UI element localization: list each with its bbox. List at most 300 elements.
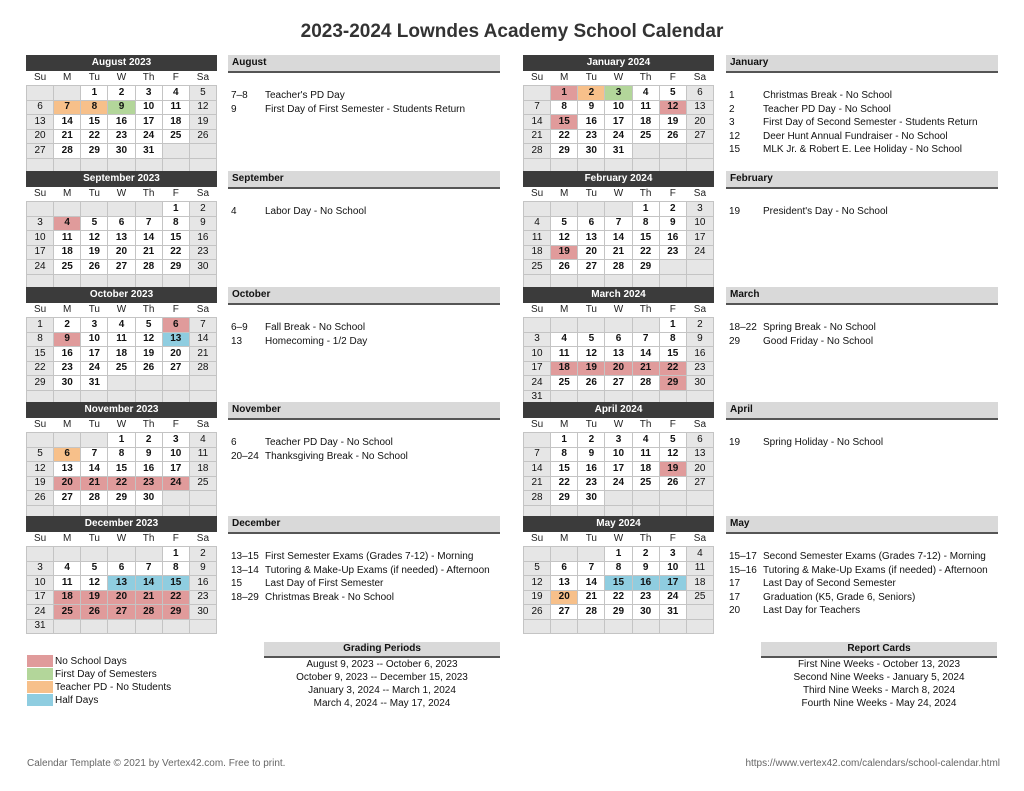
empty-cell (108, 619, 135, 634)
day-cell: 18 (632, 115, 659, 130)
month-calendar (26, 55, 217, 173)
event-item (726, 591, 998, 605)
day-cell: 24 (162, 476, 189, 491)
empty-cell (135, 619, 162, 634)
day-cell: 27 (578, 260, 605, 275)
empty-cell (162, 376, 189, 391)
empty-cell (524, 86, 551, 101)
day-cell: 21 (524, 129, 551, 144)
day-cell: 20 (54, 476, 81, 491)
month-notes (228, 516, 500, 604)
day-cell: 1 (27, 318, 54, 333)
day-cell: 12 (81, 576, 108, 591)
month-notes (726, 516, 998, 618)
day-cell: 26 (135, 361, 162, 376)
day-cell: 3 (27, 561, 54, 576)
day-cell: 24 (605, 129, 632, 144)
event-item (228, 564, 500, 578)
month-header: September 2023 (26, 171, 217, 187)
month-calendar (523, 171, 714, 289)
empty-cell (578, 318, 605, 333)
day-cell: 26 (659, 476, 686, 491)
report-cards-title: Report Cards (761, 642, 997, 658)
day-cell: 16 (578, 115, 605, 130)
weekday-label: M (560, 419, 569, 430)
weekday-label: Th (142, 188, 155, 199)
day-cell: 4 (551, 332, 578, 347)
day-cell: 10 (27, 231, 54, 246)
day-cell: 30 (108, 144, 135, 159)
event-date: 7–8 (231, 90, 248, 101)
day-cell: 29 (551, 491, 578, 506)
day-cell: 25 (108, 361, 135, 376)
day-cell: 17 (27, 245, 54, 260)
day-cell: 5 (135, 318, 162, 333)
event-date: 19 (729, 206, 741, 217)
event-text: Last Day for Teachers (763, 605, 861, 616)
day-cell: 7 (135, 561, 162, 576)
day-cell: 12 (135, 332, 162, 347)
weekday-label: Sa (693, 533, 707, 544)
empty-cell (27, 86, 54, 101)
weekday-label: Sa (693, 304, 707, 315)
day-cell: 15 (108, 462, 135, 477)
day-cell: 7 (578, 561, 605, 576)
day-cell: 9 (578, 100, 605, 115)
legend-item-first-day: First Day of Semesters (27, 668, 171, 681)
day-cell: 12 (659, 447, 686, 462)
day-cell: 5 (524, 561, 551, 576)
weekday-label: Su (33, 188, 47, 199)
weekday-label: W (116, 188, 127, 199)
month-calendar (26, 287, 217, 405)
day-cell: 1 (162, 547, 189, 562)
day-cell: 17 (81, 347, 108, 362)
day-cell: 10 (605, 447, 632, 462)
event-date: 18–29 (231, 591, 259, 603)
day-cell: 10 (162, 447, 189, 462)
empty-cell (524, 202, 551, 217)
day-cell: 30 (189, 605, 216, 620)
day-cell: 20 (27, 129, 54, 144)
empty-cell (189, 144, 216, 159)
weekday-label: Su (33, 304, 47, 315)
day-cell: 22 (605, 590, 632, 605)
notes-header: February (726, 171, 998, 189)
day-cell: 1 (81, 86, 108, 101)
month-calendar (523, 287, 714, 405)
month-calendar (523, 55, 714, 173)
day-cell: 20 (108, 245, 135, 260)
day-cell: 21 (578, 590, 605, 605)
weekday-label: F (669, 188, 676, 199)
weekday-label: Tu (88, 419, 100, 430)
day-cell: 16 (54, 347, 81, 362)
day-cell: 28 (189, 361, 216, 376)
day-cell: 11 (54, 231, 81, 246)
event-text: Second Semester Exams (Grades 7-12) - Morning (763, 551, 986, 562)
notes-header: October (228, 287, 500, 305)
day-cell: 8 (162, 561, 189, 576)
day-cell: 16 (189, 576, 216, 591)
event-text: Last Day of Second Semester (763, 578, 896, 589)
day-cell: 21 (189, 347, 216, 362)
empty-cell (686, 605, 713, 620)
day-cell: 28 (578, 605, 605, 620)
month-calendar (26, 516, 217, 634)
day-cell: 25 (54, 260, 81, 275)
day-cell: 29 (551, 144, 578, 159)
weekday-label: Th (142, 72, 155, 83)
empty-cell (551, 619, 578, 634)
day-cell: 29 (27, 376, 54, 391)
day-cell: 23 (189, 245, 216, 260)
day-cell: 9 (108, 100, 135, 115)
month-header: April 2024 (523, 402, 714, 418)
day-cell: 21 (632, 361, 659, 376)
day-cell: 10 (686, 216, 713, 231)
empty-cell (524, 619, 551, 634)
day-cell: 3 (605, 86, 632, 101)
day-cell: 8 (27, 332, 54, 347)
weekday-label: W (116, 72, 127, 83)
day-cell: 15 (551, 462, 578, 477)
day-cell: 4 (108, 318, 135, 333)
empty-cell (686, 260, 713, 275)
day-cell: 19 (27, 476, 54, 491)
event-text: Tutoring & Make-Up Exams (if needed) - Afternoon (265, 564, 490, 576)
day-cell: 24 (659, 590, 686, 605)
month-notes (228, 287, 500, 348)
event-date: 1 (729, 90, 735, 101)
day-cell: 26 (551, 260, 578, 275)
day-cell: 11 (551, 347, 578, 362)
weekday-label: Tu (88, 72, 100, 83)
event-item (726, 436, 998, 450)
weekday-label: M (560, 72, 569, 83)
empty-cell (605, 491, 632, 506)
month-notes (228, 171, 500, 219)
weekday-label: W (613, 533, 624, 544)
weekday-label: Tu (585, 72, 597, 83)
event-item (228, 450, 500, 464)
weekday-label: W (116, 419, 127, 430)
day-cell: 17 (659, 576, 686, 591)
day-cell: 20 (686, 462, 713, 477)
report-cards (761, 642, 997, 710)
event-text: Labor Day - No School (265, 206, 367, 217)
event-date: 15–16 (729, 564, 757, 576)
day-cell: 21 (524, 476, 551, 491)
weekday-label: Sa (693, 72, 707, 83)
day-cell: 23 (54, 361, 81, 376)
empty-cell (189, 619, 216, 634)
day-cell: 14 (524, 462, 551, 477)
day-cell: 9 (632, 561, 659, 576)
event-date: 4 (231, 206, 237, 217)
day-cell: 4 (162, 86, 189, 101)
empty-cell (578, 202, 605, 217)
day-cell: 5 (659, 86, 686, 101)
empty-cell (524, 318, 551, 333)
day-cell: 26 (81, 605, 108, 620)
grading-period: August 9, 2023 -- October 6, 2023 (306, 659, 458, 670)
day-cell: 24 (605, 476, 632, 491)
day-cell: 26 (81, 260, 108, 275)
day-cell: 25 (54, 605, 81, 620)
day-cell: 23 (686, 361, 713, 376)
day-cell: 10 (605, 100, 632, 115)
day-cell: 14 (524, 115, 551, 130)
day-cell: 19 (578, 361, 605, 376)
teacher-pd-swatch (27, 681, 53, 693)
event-text: Last Day of First Semester (265, 578, 384, 589)
notes-header: January (726, 55, 998, 73)
empty-cell (108, 547, 135, 562)
weekday-label: Su (530, 304, 544, 315)
empty-cell (551, 318, 578, 333)
day-cell: 20 (578, 245, 605, 260)
day-cell: 24 (27, 260, 54, 275)
event-item (726, 321, 998, 335)
day-cell: 26 (659, 129, 686, 144)
day-cell: 23 (578, 129, 605, 144)
day-cell: 1 (605, 547, 632, 562)
day-cell: 13 (551, 576, 578, 591)
weekday-label: Th (142, 304, 155, 315)
weekday-label: F (172, 72, 179, 83)
empty-cell (605, 202, 632, 217)
event-text: Fall Break - No School (265, 322, 366, 333)
notes-header: September (228, 171, 500, 189)
day-cell: 6 (551, 561, 578, 576)
day-cell: 6 (27, 100, 54, 115)
day-cell: 26 (189, 129, 216, 144)
event-date: 13–14 (231, 564, 259, 576)
weekday-label: M (560, 304, 569, 315)
event-date: 3 (729, 117, 735, 128)
day-cell: 27 (686, 476, 713, 491)
footer-url[interactable]: https://www.vertex42.com/calendars/school-calendar.html (745, 758, 1000, 769)
notes-header: November (228, 402, 500, 420)
day-cell: 25 (632, 476, 659, 491)
day-cell: 6 (578, 216, 605, 231)
empty-cell (189, 491, 216, 506)
month-header: May 2024 (523, 516, 714, 532)
weekday-label: Tu (585, 304, 597, 315)
day-cell: 13 (686, 447, 713, 462)
event-item (228, 550, 500, 564)
event-item (726, 577, 998, 591)
day-cell: 22 (108, 476, 135, 491)
day-cell: 20 (162, 347, 189, 362)
day-cell: 13 (686, 100, 713, 115)
notes-header: April (726, 402, 998, 420)
event-date: 20 (729, 605, 741, 616)
event-item (228, 205, 500, 219)
day-cell: 12 (524, 576, 551, 591)
weekday-label: Su (530, 419, 544, 430)
weekday-label: Th (639, 72, 652, 83)
event-item (228, 103, 500, 117)
day-cell: 7 (54, 100, 81, 115)
day-cell: 3 (686, 202, 713, 217)
day-cell: 18 (54, 245, 81, 260)
day-cell: 27 (54, 491, 81, 506)
day-cell: 12 (27, 462, 54, 477)
legend (27, 655, 171, 707)
event-date: 15–17 (729, 551, 757, 562)
day-cell: 14 (81, 462, 108, 477)
event-item (726, 89, 998, 103)
day-cell: 14 (632, 347, 659, 362)
empty-cell (524, 547, 551, 562)
day-cell: 3 (162, 433, 189, 448)
empty-cell (162, 144, 189, 159)
report-card-date: Second Nine Weeks - January 5, 2024 (793, 672, 965, 683)
day-cell: 23 (108, 129, 135, 144)
day-cell: 25 (524, 260, 551, 275)
day-cell: 15 (605, 576, 632, 591)
day-cell: 17 (135, 115, 162, 130)
grading-period: January 3, 2024 -- March 1, 2024 (308, 685, 456, 696)
event-item (228, 335, 500, 349)
weekday-label: Sa (196, 188, 210, 199)
day-cell: 16 (189, 231, 216, 246)
empty-cell (54, 202, 81, 217)
month-header: October 2023 (26, 287, 217, 303)
day-cell: 14 (54, 115, 81, 130)
day-cell: 13 (54, 462, 81, 477)
event-item (726, 143, 998, 157)
day-cell: 22 (632, 245, 659, 260)
day-cell: 1 (162, 202, 189, 217)
weekday-label: Sa (196, 419, 210, 430)
day-cell: 30 (189, 260, 216, 275)
day-cell: 14 (189, 332, 216, 347)
day-cell: 11 (54, 576, 81, 591)
day-cell: 4 (189, 433, 216, 448)
weekday-label: Th (639, 188, 652, 199)
empty-cell (551, 202, 578, 217)
day-cell: 22 (551, 129, 578, 144)
empty-cell (81, 547, 108, 562)
day-cell: 7 (632, 332, 659, 347)
day-cell: 2 (135, 433, 162, 448)
day-cell: 3 (659, 547, 686, 562)
no-school-swatch (27, 655, 53, 667)
weekday-label: Sa (196, 72, 210, 83)
day-cell: 15 (162, 576, 189, 591)
event-text: Spring Holiday - No School (763, 437, 884, 448)
legend-item-no-school: No School Days (27, 655, 171, 668)
day-cell: 7 (524, 447, 551, 462)
day-cell: 27 (686, 129, 713, 144)
day-cell: 3 (27, 216, 54, 231)
weekday-label: Su (530, 188, 544, 199)
month-header: November 2023 (26, 402, 217, 418)
day-cell: 7 (81, 447, 108, 462)
weekday-label: M (63, 533, 72, 544)
day-cell: 22 (551, 476, 578, 491)
day-cell: 4 (632, 86, 659, 101)
empty-cell (54, 547, 81, 562)
day-cell: 29 (81, 144, 108, 159)
day-cell: 4 (686, 547, 713, 562)
empty-cell (135, 376, 162, 391)
day-cell: 23 (632, 590, 659, 605)
weekday-label: M (560, 188, 569, 199)
empty-cell (54, 433, 81, 448)
day-cell: 25 (686, 590, 713, 605)
day-cell: 13 (162, 332, 189, 347)
day-cell: 31 (605, 144, 632, 159)
day-cell: 10 (135, 100, 162, 115)
event-text: First Day of Second Semester - Students Return (763, 117, 978, 128)
day-cell: 14 (578, 576, 605, 591)
day-cell: 9 (578, 447, 605, 462)
day-cell: 2 (108, 86, 135, 101)
day-cell: 19 (659, 462, 686, 477)
day-cell: 28 (632, 376, 659, 391)
day-cell: 11 (108, 332, 135, 347)
day-cell: 1 (659, 318, 686, 333)
event-text: Teacher PD Day - No School (763, 103, 891, 115)
event-item (726, 335, 998, 349)
day-cell: 29 (162, 605, 189, 620)
day-cell: 16 (108, 115, 135, 130)
weekday-label: F (669, 533, 676, 544)
day-cell: 15 (81, 115, 108, 130)
empty-cell (632, 318, 659, 333)
event-date: 20–24 (231, 450, 259, 462)
day-cell: 31 (81, 376, 108, 391)
event-text: President's Day - No School (763, 206, 888, 217)
empty-cell (524, 433, 551, 448)
weekday-label: F (172, 533, 179, 544)
day-cell: 4 (54, 561, 81, 576)
empty-cell (189, 376, 216, 391)
empty-cell (162, 619, 189, 634)
month-notes (726, 402, 998, 450)
day-cell: 8 (551, 100, 578, 115)
weekday-label: Tu (585, 533, 597, 544)
day-cell: 8 (659, 332, 686, 347)
day-cell: 30 (54, 376, 81, 391)
event-text: Thanksgiving Break - No School (265, 450, 408, 462)
empty-cell (632, 144, 659, 159)
event-date: 13 (231, 335, 243, 347)
day-cell: 21 (135, 245, 162, 260)
day-cell: 16 (659, 231, 686, 246)
day-cell: 27 (108, 605, 135, 620)
empty-cell (81, 202, 108, 217)
event-text: Christmas Break - No School (763, 90, 892, 101)
day-cell: 18 (632, 462, 659, 477)
day-cell: 12 (189, 100, 216, 115)
day-cell: 10 (81, 332, 108, 347)
day-cell: 14 (605, 231, 632, 246)
empty-cell (27, 433, 54, 448)
weekday-label: Su (530, 533, 544, 544)
day-cell: 23 (189, 590, 216, 605)
day-cell: 28 (524, 491, 551, 506)
event-text: Teacher PD Day - No School (265, 437, 393, 448)
event-item (726, 130, 998, 144)
weekday-label: F (669, 304, 676, 315)
day-cell: 31 (27, 619, 54, 634)
event-item (726, 550, 998, 564)
